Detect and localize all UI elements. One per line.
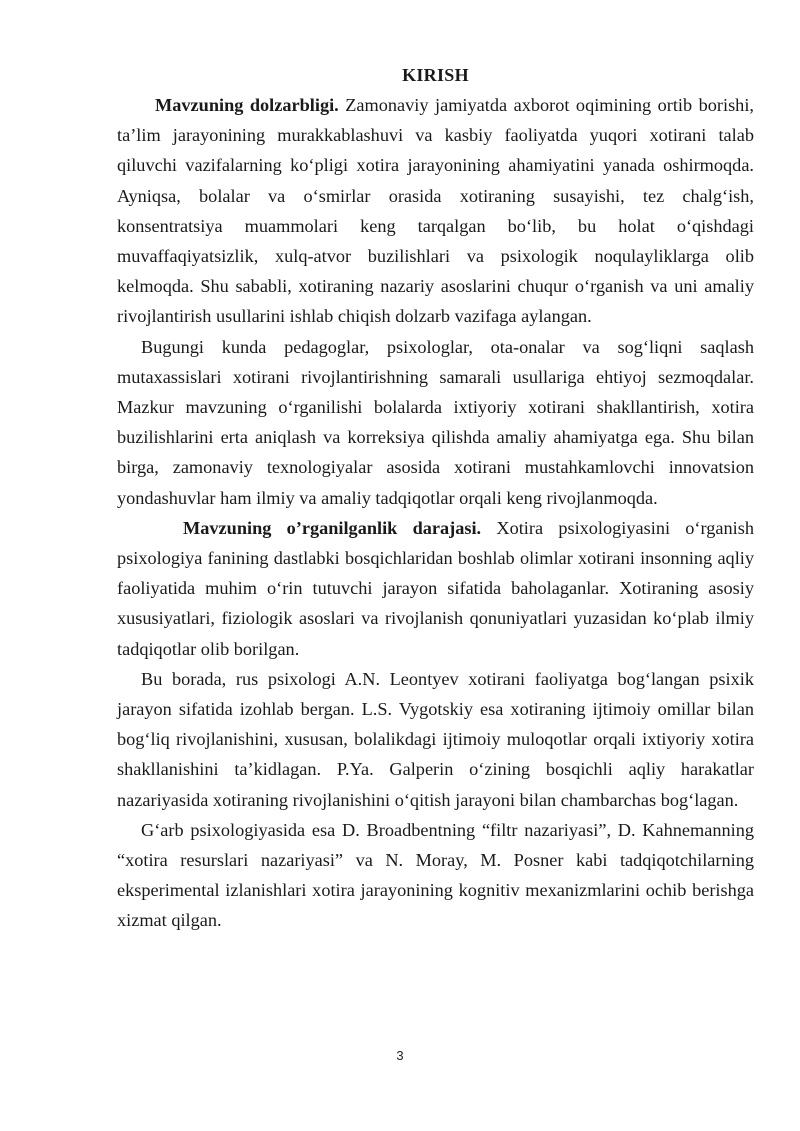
paragraph-need xyxy=(117,332,754,513)
paragraph-lead: Mavzuning dolzarbligi. xyxy=(155,95,339,115)
paragraph-western-psychology xyxy=(117,815,754,936)
paragraph-text: G‘arb psixologiyasida esa D. Broadbentning “filtr nazariyasi”, D. Kahnemanning “xotira resurslari nazariyasi” va N. Moray, M. Posner kabi tadqiqotchilarning eksperimental izlanishlari xotira jarayonining kognitiv mexanizmlarini ochib berishga xizmat qilgan. xyxy=(117,819,754,931)
paragraph-russian-psychologists xyxy=(117,664,754,815)
paragraph-lead: Mavzuning o’rganilganlik darajasi. xyxy=(183,517,482,538)
paragraph-relevance xyxy=(117,90,754,332)
paragraph-text: Bugungi kunda pedagoglar, psixologlar, ota-onalar va sog‘liqni saqlash mutaxassislari xotirani rivojlantirishning samarali usullariga ehtiyoj sezmoqdalar. Mazkur mavzuning o‘rganilishi bolalarda ixtiyoriy xotirani shakllantirish, xotira buzilishlarini erta aniqlash va korreksiya qilishda amaliy ahamiyatga ega. Shu bilan birga, zamonaviy texnologiyalar asosida xotirani mustahkamlovchi innovatsion yondashuvlar ham ilmiy va amaliy tadqiqotlar orqali keng rivojlanmoqda. xyxy=(117,336,754,508)
paragraph-text: Xotira psixologiyasini o‘rganish psixologiya fanining dastlabki bosqichlaridan boshlab olimlar xotirani insonning aqliy faoliyatida muhim o‘rin tutuvchi jarayon sifatida baholaganlar. Xotiraning asosiy xususiyatlari, fiziologik asoslari va rivojlanish qonuniyatlari yuzasidan ko‘plab ilmiy tadqiqotlar olib borilgan. xyxy=(117,517,754,659)
section-heading: KIRISH xyxy=(402,65,469,85)
paragraph-study-level xyxy=(117,513,754,664)
page-number: 3 xyxy=(396,1048,404,1063)
paragraph-text: Zamonaviy jamiyatda axborot oqimining ortib borishi, ta’lim jarayonining murakkablashuvi va kasbiy faoliyatda yuqori xotirani talab qiluvchi vazifalarning ko‘pligi xotira jarayonining ahamiyatini yanada oshirmoqda. Ayniqsa, bolalar va o‘smirlar orasida xotiraning susayishi, tez chalg‘ish, konsentratsiya muammolari keng tarqalgan bo‘lib, bu holat o‘qishdagi muvaffaqiyatsizlik, xulq-atvor buzilishlari va psixologik noqulayliklarga olib kelmoqda. Shu sababli, xotiraning nazariy asoslarini chuqur o‘rganish va uni amaliy rivojlantirish usullarini ishlab chiqish dolzarb vazifaga aylangan. xyxy=(117,95,754,327)
paragraph-text: Bu borada, rus psixologi A.N. Leontyev xotirani faoliyatga bog‘langan psixik jarayon sifatida izohlab bergan. L.S. Vygotskiy esa xotiraning ijtimoiy omillar bilan bog‘liq rivojlanishini, xususan, bolalikdagi ijtimoiy muloqotlar orqali ixtiyoriy xotira shakllanishini ta’kidlagan. P.Ya. Galperin o‘zining bosqichli aqliy harakatlar nazariyasida xotiraning rivojlanishini o‘qitish jarayoni bilan chambarchas bog‘lagan. xyxy=(117,668,754,810)
document-page xyxy=(117,64,754,936)
